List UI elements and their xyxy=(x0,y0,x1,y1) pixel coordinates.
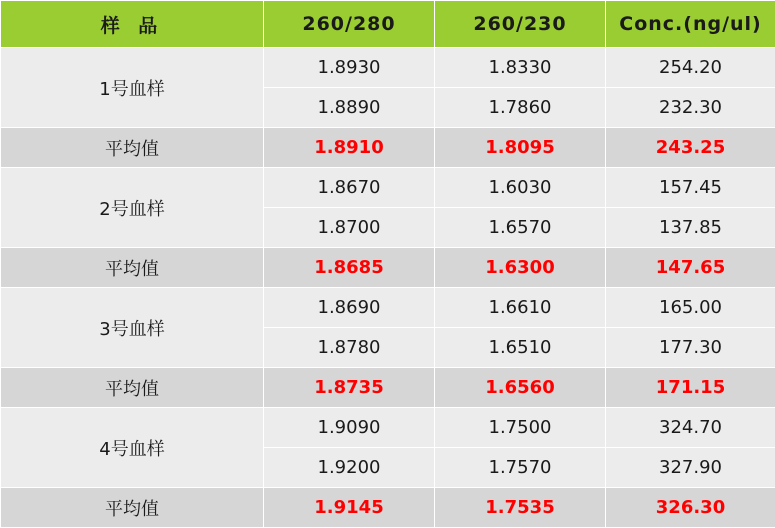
cell-260-230: 1.6030 xyxy=(435,168,606,208)
cell-260-230: 1.6570 xyxy=(435,208,606,248)
cell-conc: 254.20 xyxy=(606,48,775,88)
sample-label: 1号血样 xyxy=(1,48,264,128)
sample-label: 2号血样 xyxy=(1,168,264,248)
cell-conc: 157.45 xyxy=(606,168,775,208)
table-row xyxy=(1,288,775,328)
average-label: 平均值 xyxy=(1,248,264,288)
column-header-sample: 样 品 xyxy=(1,1,264,48)
cell-260-280: 1.8890 xyxy=(264,88,435,128)
cell-260-280: 1.9090 xyxy=(264,408,435,448)
cell-260-280: 1.8670 xyxy=(264,168,435,208)
cell-conc: 171.15 xyxy=(606,368,775,408)
cell-conc: 147.65 xyxy=(606,248,775,288)
cell-260-230: 1.7860 xyxy=(435,88,606,128)
table-row-average xyxy=(1,128,775,168)
cell-260-280: 1.8685 xyxy=(264,248,435,288)
column-header-conc: Conc.(ng/ul) xyxy=(606,1,775,48)
cell-260-230: 1.8330 xyxy=(435,48,606,88)
cell-conc: 324.70 xyxy=(606,408,775,448)
table-body xyxy=(1,48,775,528)
table-row-average xyxy=(1,248,775,288)
table-row xyxy=(1,48,775,88)
cell-260-230: 1.6560 xyxy=(435,368,606,408)
average-label: 平均值 xyxy=(1,368,264,408)
cell-260-230: 1.7535 xyxy=(435,488,606,528)
cell-conc: 165.00 xyxy=(606,288,775,328)
cell-260-280: 1.8910 xyxy=(264,128,435,168)
cell-conc: 137.85 xyxy=(606,208,775,248)
table-row xyxy=(1,168,775,208)
table-row-average xyxy=(1,368,775,408)
table-row-average xyxy=(1,488,775,528)
cell-260-230: 1.7570 xyxy=(435,448,606,488)
cell-260-280: 1.8690 xyxy=(264,288,435,328)
table-row xyxy=(1,408,775,448)
cell-260-280: 1.9145 xyxy=(264,488,435,528)
cell-260-280: 1.8735 xyxy=(264,368,435,408)
cell-conc: 243.25 xyxy=(606,128,775,168)
cell-conc: 177.30 xyxy=(606,328,775,368)
cell-260-280: 1.8780 xyxy=(264,328,435,368)
cell-conc: 326.30 xyxy=(606,488,775,528)
cell-260-230: 1.6610 xyxy=(435,288,606,328)
table-header xyxy=(1,1,775,48)
cell-260-280: 1.8700 xyxy=(264,208,435,248)
cell-260-230: 1.8095 xyxy=(435,128,606,168)
sample-label: 3号血样 xyxy=(1,288,264,368)
column-header-260-280: 260/280 xyxy=(264,1,435,48)
cell-260-280: 1.8930 xyxy=(264,48,435,88)
cell-260-230: 1.7500 xyxy=(435,408,606,448)
average-label: 平均值 xyxy=(1,128,264,168)
sample-label: 4号血样 xyxy=(1,408,264,488)
column-header-260-230: 260/230 xyxy=(435,1,606,48)
average-label: 平均值 xyxy=(1,488,264,528)
header-row xyxy=(1,1,775,48)
cell-conc: 327.90 xyxy=(606,448,775,488)
cell-260-230: 1.6510 xyxy=(435,328,606,368)
cell-260-230: 1.6300 xyxy=(435,248,606,288)
cell-260-280: 1.9200 xyxy=(264,448,435,488)
cell-conc: 232.30 xyxy=(606,88,775,128)
